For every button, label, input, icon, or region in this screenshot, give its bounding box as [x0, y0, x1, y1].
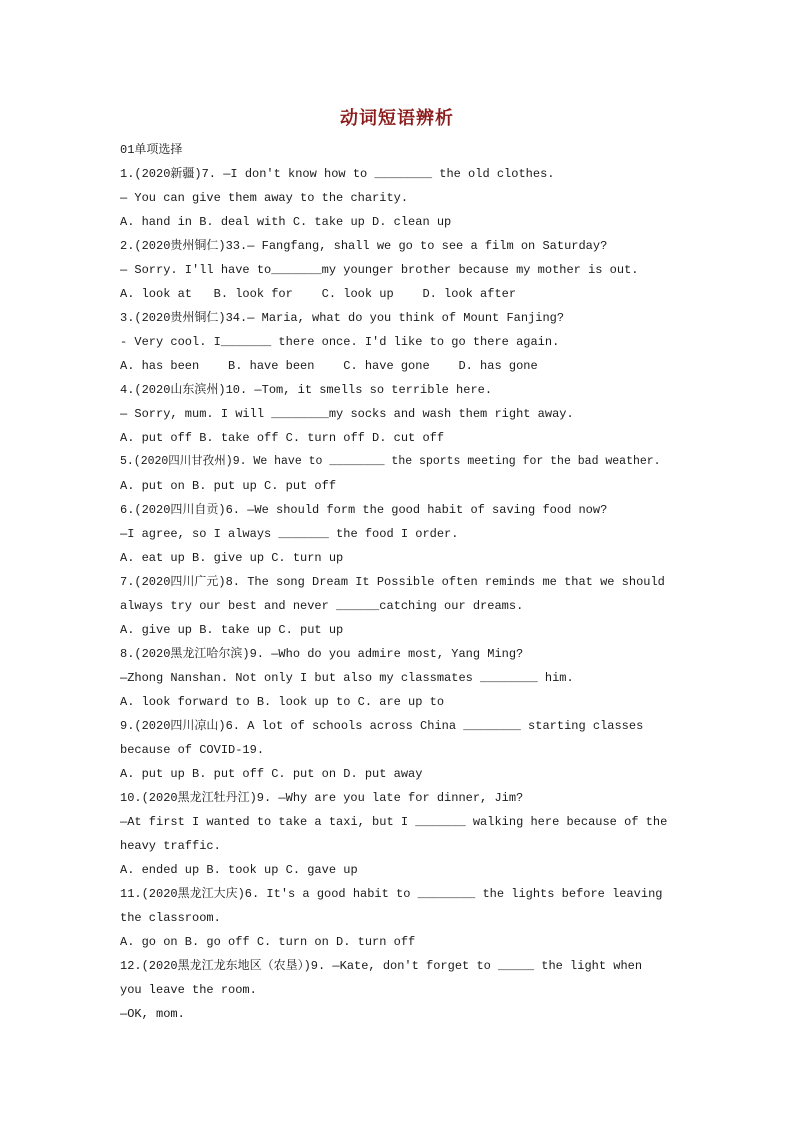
question-10-options: A. ended up B. took up C. gave up — [120, 863, 358, 877]
question-12-reply: —OK, mom. — [120, 1007, 185, 1021]
question-9-prompt: 9.(2020四川凉山)6. A lot of schools across China ________ starting classes — [120, 719, 644, 733]
question-6-reply: —I agree, so I always _______ the food I order. — [120, 527, 459, 541]
question-1-options: A. hand in B. deal with C. take up D. clean up — [120, 215, 452, 229]
question-1-reply: — You can give them away to the charity. — [120, 191, 409, 205]
question-7-prompt-cont: always try our best and never ______catching our dreams. — [120, 599, 524, 613]
question-3-options: A. has been B. have been C. have gone D. has gone — [120, 359, 538, 373]
question-11-prompt-cont: the classroom. — [120, 911, 221, 925]
question-9-options: A. put up B. put off C. put on D. put away — [120, 767, 423, 781]
question-8-prompt: 8.(2020黑龙江哈尔滨)9. —Who do you admire most, Yang Ming? — [120, 647, 524, 661]
question-10-reply: —At first I wanted to take a taxi, but I _______ walking here because of the — [120, 815, 668, 829]
question-8-reply: —Zhong Nanshan. Not only I but also my classmates ________ him. — [120, 671, 574, 685]
question-2-prompt: 2.(2020贵州铜仁)33.— Fangfang, shall we go to see a film on Saturday? — [120, 239, 608, 253]
section-heading: 01单项选择 — [120, 143, 183, 157]
question-2-options: A. look at B. look for C. look up D. look after — [120, 287, 517, 301]
question-12-prompt: 12.(2020黑龙江龙东地区（农垦）)9. —Kate, don't forget to _____ the light when — [120, 959, 643, 973]
question-11-prompt: 11.(2020黑龙江大庆)6. It's a good habit to ________ the lights before leaving — [120, 887, 663, 901]
question-7-prompt: 7.(2020四川广元)8. The song Dream It Possible often reminds me that we should — [120, 575, 665, 589]
question-7-options: A. give up B. take up C. put up — [120, 623, 344, 637]
question-4-options: A. put off B. take off C. turn off D. cut off — [120, 431, 445, 445]
question-8-options: A. look forward to B. look up to C. are up to — [120, 695, 445, 709]
question-4-reply: — Sorry, mum. I will ________my socks and wash them right away. — [120, 407, 574, 421]
page-title: 动词短语辨析 — [340, 108, 454, 129]
question-12-prompt-cont: you leave the room. — [120, 983, 257, 997]
question-1-prompt: 1.(2020新疆)7. —I don't know how to ________ the old clothes. — [120, 167, 555, 181]
question-11-options: A. go on B. go off C. turn on D. turn off — [120, 935, 416, 949]
question-3-prompt: 3.(2020贵州铜仁)34.— Maria, what do you think of Mount Fanjing? — [120, 311, 565, 325]
exercise-content — [120, 138, 680, 1026]
question-3-reply: - Very cool. I_______ there once. I'd like to go there again. — [120, 335, 560, 349]
question-6-prompt: 6.(2020四川自贡)6. —We should form the good habit of saving food now? — [120, 503, 608, 517]
question-6-options: A. eat up B. give up C. turn up — [120, 551, 344, 565]
question-10-prompt: 10.(2020黑龙江牡丹江)9. —Why are you late for dinner, Jim? — [120, 791, 524, 805]
question-9-prompt-cont: because of COVID-19. — [120, 743, 265, 757]
question-10-reply-cont: heavy traffic. — [120, 839, 221, 853]
question-2-reply: — Sorry. I'll have to_______my younger brother because my mother is out. — [120, 263, 639, 277]
question-5-options: A. put on B. put up C. put off — [120, 479, 337, 493]
question-5-prompt: 5.(2020四川甘孜州)9. We have to ________ the sports meeting for the bad weather. — [120, 455, 661, 468]
question-4-prompt: 4.(2020山东滨州)10. —Tom, it smells so terrible here. — [120, 383, 493, 397]
